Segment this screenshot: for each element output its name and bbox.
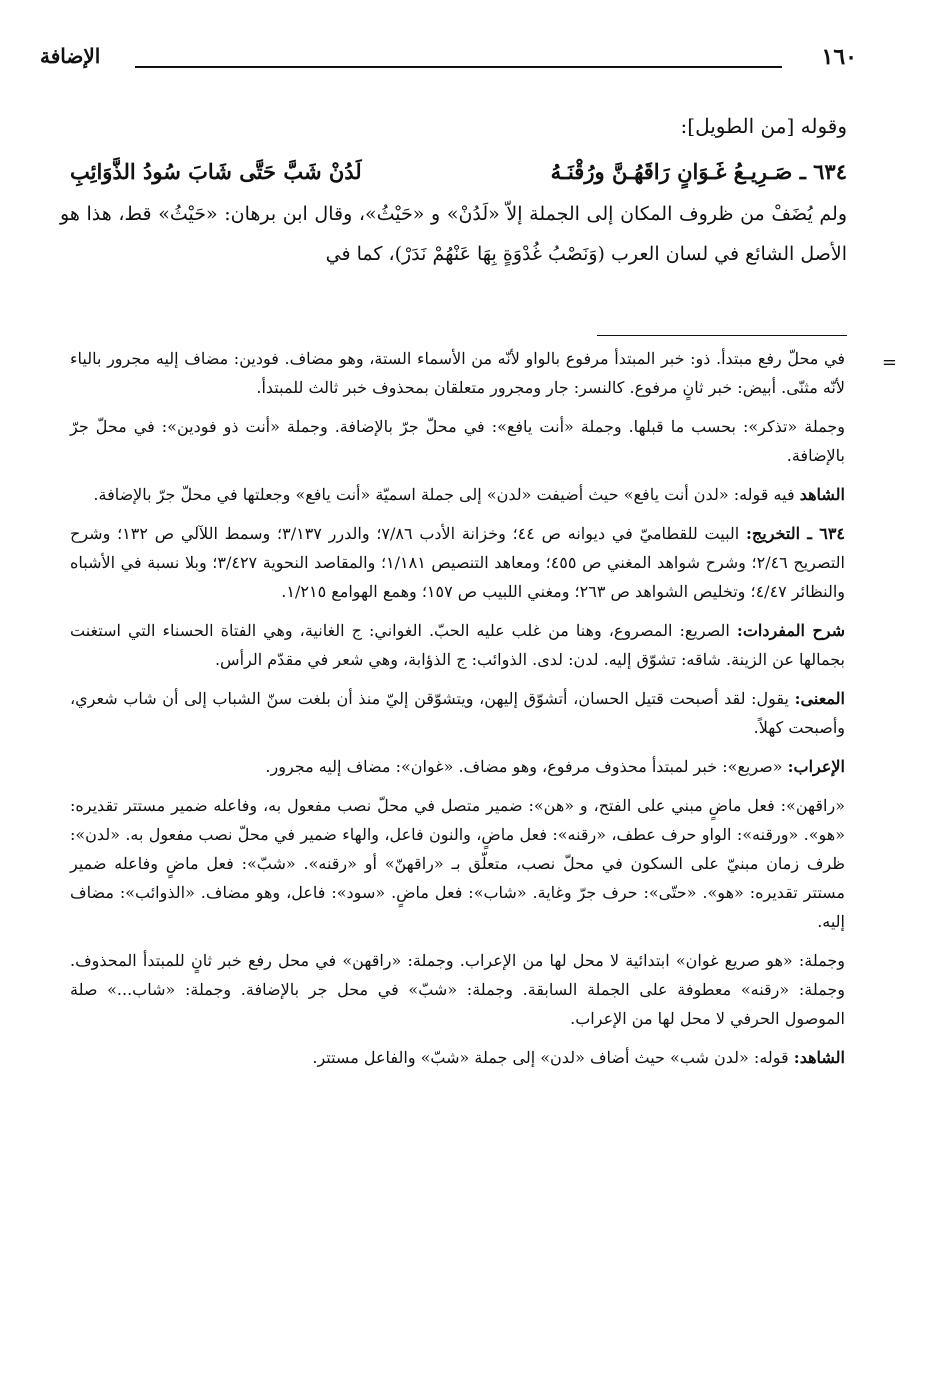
footnote-label: المعنى: — [794, 689, 845, 708]
footnote-paragraph — [70, 684, 845, 742]
verse-intro: وقوله [من الطويل]: — [680, 114, 847, 138]
footnote-text: وجملة «تذكر»: بحسب ما قبلها. وجملة «أنت يافع»: في محلّ جرّ بالإضافة. وجملة «أنت ذو فودين»: في محلّ جرّ بالإضافة. — [70, 417, 845, 465]
footnote-paragraph — [70, 480, 845, 509]
footnote-text: البيت للقطاميّ في ديوانه ص ٤٤؛ وخزانة الأدب ٧/٨٦؛ والدرر ٣/١٣٧؛ وسمط اللآلي ص ١٣٢؛ وشرح التصريح ٢/٤٦؛ وشرح شواهد المغني ص ٤٥٥؛ ومعاهد التنصيص ١/١٨١؛ والمقاصد النحوية ٣/٤٢٧؛ وبلا نسبة في الأشباه والنظائر ٤/٤٧؛ وتخليص الشواهد ص ٢٦٣؛ ومغني اللبيب ص ١٥٧؛ وهمع الهوامع ١/٢١٥. — [70, 524, 845, 601]
footnote-label: الشاهد: — [793, 1048, 845, 1067]
footnote-paragraph — [70, 946, 845, 1033]
footnote-separator — [597, 335, 847, 336]
footnote-text: «راقهن»: فعل ماضٍ مبني على الفتح، و «هن»: ضمير متصل في محلّ نصب مفعول به، وفاعله ضمير مستتر تقديره: «هو». «ورقنه»: الواو حرف عطف، «رقنه»: فعل ماضٍ، والنون فاعل، والهاء ضمير في محلّ نصب مفعول به. «لدن»: ظرف زمان مبنيّ على السكون في محلّ نصب، متعلّق بـ «راقهنّ» أو «رقنه». «شبّ»: فعل ماضٍ وفاعله ضمير مستتر تقديره: «هو». «حتّى»: حرف جرّ وغاية. «شاب»: فعل ماضٍ. «سود»: فاعل، وهو مضاف. «الذوائب»: مضاف إليه. — [70, 796, 845, 931]
footnote-label: شرح المفردات: — [736, 621, 846, 640]
footnote-paragraph — [70, 412, 845, 470]
footnote-paragraph — [70, 1043, 845, 1072]
main-paragraph: ولم يُضَفْ من ظروف المكان إلى الجملة إلاّ «لَدُنْ» و «حَيْثُ»، وقال ابن برهان: «حَيْثُ» قط، هذا هو الأصل الشائع في لسان العرب (وَنَصْبُ غُدْوَةٍ بِهَا عَنْهُمْ نَدَرْ)، كما في — [60, 203, 847, 265]
footnote-paragraph — [70, 791, 845, 936]
footnote-text: «صريع»: خبر لمبتدأ محذوف مرفوع، وهو مضاف. «غوان»: مضاف إليه مجرور. — [265, 757, 783, 776]
verse-second-hemistich: لَدُنْ شَبَّ حَتَّى شَابَ سُودُ الذَّوَائِبِ — [70, 159, 362, 184]
page-number: ١٦٠ — [821, 44, 857, 70]
footnote-paragraph — [70, 519, 845, 606]
footnote-label: ٦٣٤ ـ التخريج: — [746, 524, 845, 543]
section-title: الإضافة — [40, 44, 101, 68]
header-rule — [135, 66, 782, 68]
page-header — [40, 44, 857, 80]
footnote-text: فيه قوله: «لدن أنت يافع» حيث أضيفت «لدن» إلى جملة اسميّة «أنت يافع» وجعلتها في محلّ جرّ بالإضافة. — [93, 485, 795, 504]
footnote-paragraph — [70, 616, 845, 674]
main-text — [60, 106, 847, 274]
footnote-text: قوله: «لدن شب» حيث أضاف «لدن» إلى جملة «شبّ» والفاعل مستتر. — [312, 1048, 789, 1067]
footnote-label: الشاهد — [799, 485, 845, 504]
footnote-text: يقول: لقد أصبحت قتيل الحسان، أتشوّق إليهن، ويتشوّقن إليّ منذ أن بلغت سنّ الشباب إلى أن شاب شعري، وأصبحت كهلاً. — [70, 689, 845, 737]
footnote-label: الإعراب: — [787, 757, 845, 776]
footnotes — [70, 344, 845, 1082]
verse-first-hemistich: ٦٣٤ ـ صَـرِيـعُ غَـوَانٍ رَاقَهُـنَّ ورُقْنَـهُ — [550, 159, 847, 184]
poetry-verse — [60, 150, 847, 194]
footnote-text: في محلّ رفع مبتدأ. ذو: خبر المبتدأ مرفوع بالواو لأنّه من الأسماء الستة، وهو مضاف. فودين: مضاف إليه مجرور بالياء لأنّه مثنّى. أبيض: خبر ثانٍ مرفوع. كالنسر: جار ومجرور متعلقان بمحذوف خبر ثالث للمبتدأ. — [70, 349, 845, 397]
footnote-paragraph — [70, 752, 845, 781]
footnote-text: وجملة: «هو صريع غوان» ابتدائية لا محل لها من الإعراب. وجملة: «راقهن» في محل رفع خبر ثانٍ للمبتدأ المحذوف. وجملة: «رقنه» معطوفة على الجملة السابقة. وجملة: «شبّ» في محل جر بالإضافة. وجملة: «شاب...» صلة الموصول الحرفي لا محل لها من الإعراب. — [70, 951, 845, 1028]
footnote-paragraph — [70, 344, 845, 402]
footnote-text: الصريع: المصروع، وهنا من غلب عليه الحبّ. الغواني: ج الغانية، وهي الفتاة الحسناء التي استغنت بجمالها عن الزينة. شاقه: تشوّق إليه. لدن: لدى. الذوائب: ج الذؤابة، وهي شعر في مقدّم الرأس. — [70, 621, 845, 669]
continuation-marker: = — [881, 352, 897, 373]
